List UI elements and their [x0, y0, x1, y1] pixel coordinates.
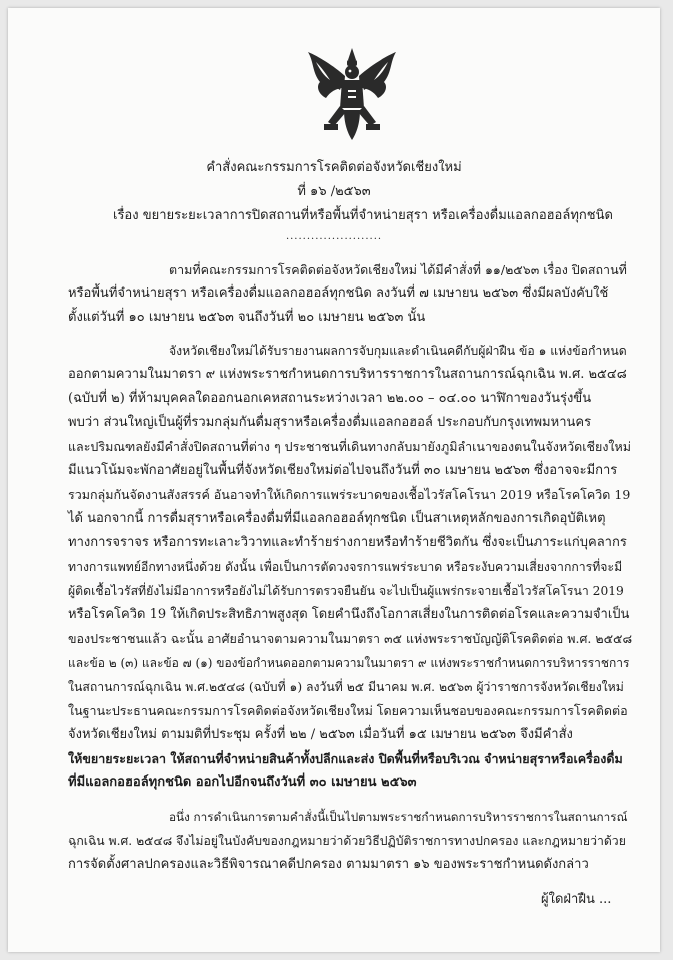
body-line: มีแนวโน้มจะพักอาศัยอยู่ในพื้นที่จังหวัดเชียงใหม่ต่อไปจนถึงวันที่ ๓๐ เมษายน ๒๕๖๓ ซึ่งอาจจะมีการ [68, 463, 618, 478]
body-line: ออกตามความในมาตรา ๙ แห่งพระราชกำหนดการบริหารราชการในสถานการณ์ฉุกเฉิน พ.ศ. ๒๕๔๘ [68, 367, 627, 382]
body-line: ในฐานะประธานคณะกรรมการโรคติดต่อจังหวัดเชียงใหม่ โดยความเห็นชอบของคณะกรรมการโรคติดต่อ [68, 703, 628, 718]
body-line: จังหวัดเชียงใหม่ ตามมติที่ประชุม ครั้งที่ ๒๒ / ๒๕๖๓ เมื่อวันที่ ๑๕ เมษายน ๒๕๖๓ จึงมีคำสั่ง [68, 727, 573, 742]
body-line: อนึ่ง การดำเนินการตามคำสั่งนี้เป็นไปตามพระราชกำหนดการบริหารราชการในสถานการณ์ [169, 810, 628, 824]
continuation-text: ผู้ใดฝ่าฝืน ... [541, 892, 612, 907]
body-line: ตามที่คณะกรรมการโรคติดต่อจังหวัดเชียงใหม่ ได้มีคำสั่งที่ ๑๑/๒๕๖๓ เรื่อง ปิดสถานที่ [169, 262, 627, 277]
body-line: ทางการแพทย์อีกทางหนึ่งด้วย ดังนั้น เพื่อเป็นการตัดวงจรการแพร่ระบาด หรือระงับความเสี่ยงจากการที่จะมี [68, 560, 623, 574]
document-page [8, 8, 660, 952]
body-line: ตั้งแต่วันที่ ๑๐ เมษายน ๒๕๖๓ จนถึงวันที่ ๒๐ เมษายน ๒๕๖๓ นั้น [68, 310, 426, 325]
body-line: ฉุกเฉิน พ.ศ. ๒๕๔๘ จึงไม่อยู่ในบังคับของกฎหมายว่าด้วยวิธีปฏิบัติราชการทางปกครอง และกฎหมายว่าด้วย [68, 834, 626, 848]
body-line: และปริมณฑลยังมีคำสั่งปิดสถานที่ต่าง ๆ ประชาชนที่เดินทางกลับมายังภูมิลำเนาของตนในจังหวัดเชียงใหม่ [68, 439, 632, 454]
order-line-bold: ที่มีแอลกอฮอล์ทุกชนิด ออกไปอีกจนถึงวันที่ ๓๐ เมษายน ๒๕๖๓ [68, 775, 417, 790]
body-line: ของประชาชนแล้ว ฉะนั้น อาศัยอำนาจตามความในมาตรา ๓๕ แห่งพระราชบัญญัติโรคติดต่อ พ.ศ. ๒๕๕๘ [68, 631, 633, 646]
body-line: หรือพื้นที่จำหน่ายสุรา หรือเครื่องดื่มแอลกอฮอล์ทุกชนิด ลงวันที่ ๗ เมษายน ๒๕๖๓ ซึ่งมีผลบังคับใช้ [68, 286, 609, 301]
body-line: ทางการจราจร หรือการทะเลาะวิวาทและทำร้ายร่างกายหรือทำร้ายชีวิตกัน ซึ่งจะเป็นภาระแก่บุคลากร [68, 535, 627, 550]
document-subject: เรื่อง ขยายระยะเวลาการปิดสถานที่หรือพื้นที่จำหน่ายสุรา หรือเครื่องดื่มแอลกอฮอล์ทุกชนิด [113, 208, 613, 223]
body-line: ผู้ติดเชื้อไวรัสที่ยังไม่มีอาการหรือยังไม่ได้รับการตรวจยืนยัน จะไปเป็นผู้แพร่กระจายเชื้อไวรัสโคโรนา 2019 [68, 584, 624, 598]
body-line: การจัดตั้งศาลปกครองและวิธีพิจารณาคดีปกครอง ตามมาตรา ๑๖ ของพระราชกำหนดดังกล่าว [68, 857, 589, 872]
separator: ....................... [285, 231, 383, 242]
body-line: รวมกลุ่มกันจัดงานสังสรรค์ อันอาจทำให้เกิดการแพร่ระบาดของเชื้อไวรัสโคโรนา 2019 หรือโรคโควิด 19 [68, 487, 631, 502]
garuda-emblem-icon [304, 46, 400, 142]
body-line: และข้อ ๒ (๓) และข้อ ๗ (๑) ของข้อกำหนดออกตามความในมาตรา ๙ แห่งพระราชกำหนดการบริหารราชการ [68, 656, 630, 670]
body-line: ในสถานการณ์ฉุกเฉิน พ.ศ.๒๕๔๘ (ฉบับที่ ๑) ลงวันที่ ๒๕ มีนาคม พ.ศ. ๒๕๖๓ ผู้ว่าราชการจังหวัดเชียงใหม่ [68, 680, 624, 694]
body-line: หรือโรคโควิด 19 ให้เกิดประสิทธิภาพสูงสุด โดยคำนึงถึงโอกาสเสี่ยงในการติดต่อโรคและความจำเป็น [68, 607, 630, 622]
body-line: พบว่า ส่วนใหญ่เป็นผู้ที่รวมกลุ่มกันดื่มสุราหรือเครื่องดื่มแอลกอฮอล์ ประกอบกับกรุงเทพมหานคร [68, 415, 592, 430]
document-number: ที่ ๑๖ /๒๕๖๓ [297, 184, 371, 199]
body-line: (ฉบับที่ ๒) ที่ห้ามบุคคลใดออกนอกเคหสถานระหว่างเวลา ๒๒.๐๐ – ๐๔.๐๐ นาฬิกาของวันรุ่งขึ้น [68, 391, 592, 406]
body-line: จังหวัดเชียงใหม่ได้รับรายงานผลการจับกุมและดำเนินคดีกับผู้ฝ่าฝืน ข้อ ๑ แห่งข้อกำหนด [169, 344, 627, 358]
document-title: คำสั่งคณะกรรมการโรคติดต่อจังหวัดเชียงใหม่ [206, 160, 462, 175]
body-line: ได้ นอกจากนี้ การดื่มสุราหรือเครื่องดื่มที่มีแอลกอฮอล์ทุกชนิด เป็นสาเหตุหลักของการเกิดอุบัติเหตุ [68, 511, 606, 526]
order-line-bold: ให้ขยายระยะเวลา ให้สถานที่จำหน่ายสินค้าทั้งปลีกและส่ง ปิดพื้นที่หรือบริเวณ จำหน่ายสุราหรือเครื่องดื่ม [68, 751, 623, 766]
